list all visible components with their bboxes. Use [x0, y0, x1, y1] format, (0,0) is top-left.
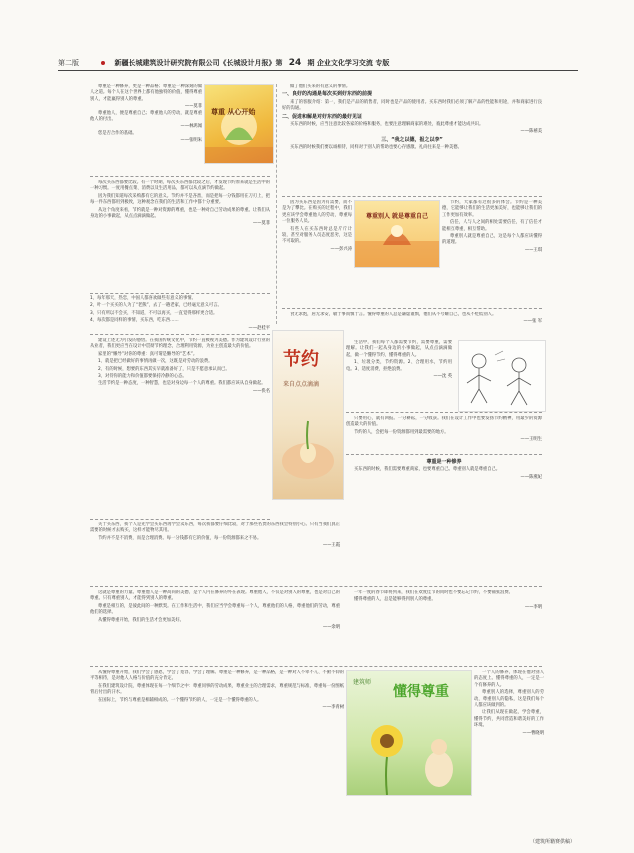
author-signature: ——林鸿闻: [180, 124, 202, 130]
paragraph: 在我们建筑设计院，尊重体现在每一个细节之中：尊重同事的劳动成果，尊重业主的合理需求，尊重规范与标准，尊重每一份图纸背后付出的汗水。: [90, 683, 344, 696]
section-heading: 二、促进和解是对好东西的最好见证: [282, 113, 363, 120]
issue-number: 24: [288, 58, 302, 68]
paragraph: 生活中，我们每个人都需要节约，需要尊重，需要理解。让我们一起从身边的小事做起，从点点滴滴做起，做一个懂得节约、懂得尊重的人。: [346, 340, 452, 358]
paragraph: 2、有的时候，想要的东西其实早就准备好了，只是不愿意承认而已。: [98, 366, 230, 372]
paragraph: 懂得尊重的人，总是能够得到别人的尊重。: [354, 597, 436, 603]
respect-others-poster-image: [354, 200, 440, 268]
paragraph: 只要用心，就有回报。一分耕耘，一分收获。我们在设计工作中也要发扬节约精神，用最少的资源创造最大的价值。: [346, 416, 542, 428]
poster-title: 懂得尊重: [393, 684, 449, 700]
paragraph: 您是否合作的基础。: [98, 130, 137, 136]
divider: [282, 308, 542, 309]
author-signature: ——李明: [524, 604, 542, 610]
author-signature: ——彭兴涛: [330, 246, 352, 252]
numbered-list: [90, 296, 270, 330]
paragraph: 从懂得尊重开始，我们学会了感恩，学会了宽容，学会了理解。尊重是一种修养，是一种品格，是一种对人不卑不亢、不俯不仰的平等相待，是对他人人格与价值的充分肯定。: [90, 670, 344, 682]
paragraph: 1、就是把已经做好的事情再做一次，这既是对劳动的浪费。: [98, 359, 213, 365]
author-signature: ——李青树: [322, 705, 344, 711]
list-item: 4、每次都是同样的事情，买东西，吃东西……: [90, 318, 179, 324]
paragraph: 节约，大家都有过很多的体会。节约是一种美德，它能够让我们的生活更加美好，也能够让我们的工作更加有效率。: [442, 200, 542, 218]
column-divider: [276, 84, 277, 324]
author-signature: ——莫菲: [184, 104, 202, 110]
author-signature: ——赵桂平: [248, 325, 270, 331]
article-learn-respect: [90, 670, 344, 796]
paragraph: 1、垃圾分类，节约资源。2、合理用水，节约用电。3、适度消费，拒绝浪费。: [346, 360, 452, 372]
divider: [282, 196, 542, 197]
divider: [90, 334, 270, 335]
list-item: 2、叶一个买买的人为了“老熊”，去了一趟老家，已经毫无意义可言。: [90, 303, 222, 309]
paragraph: 从这个角度来看，节约就是一种对资源的尊重，也是一种对自己劳动成果的尊重。让我们从身边的小事做起，从点点滴滴做起。: [90, 207, 270, 220]
paragraph: 尊重是一种修养，更是一种品格；尊重是一种深刻的做人之道。每个人在这个世界上都有他独特的价值，懂得尊重别人，才能赢得别人的尊重。: [90, 84, 202, 102]
divider: [346, 412, 542, 413]
article-frugal-virtue: [442, 200, 542, 306]
article-respect-cultivation: [346, 458, 542, 500]
section-heading: 三、“我之以德，报之以李”: [381, 136, 443, 143]
article-shopping-sense: [90, 522, 340, 584]
paragraph: 买东西的时候，应当注意比较各家的价格和服务，也要注意理解商家的难处，彼此尊重才能达成共识。: [290, 122, 484, 128]
author-signature: ——陈燕妃: [520, 474, 542, 480]
article-shopping-communication: [282, 84, 542, 194]
paragraph: 因为买东西是因为有需要，而不是为了攀比。在购买的过程中，我们更应该学会尊重他人的劳动，尊重每一位服务人员。: [282, 200, 352, 225]
divider: [90, 176, 270, 177]
understand-respect-poster-image: [346, 670, 472, 796]
paragraph: 建设上述无为引发的感悟。在我国传统文化中，节约一直被视为美德。作为建筑设计行业的从业者，我们更应当在设计中贯彻节约理念，合理利用资源，为业主创造最大的价值。: [90, 338, 270, 350]
author-signature: ——王霞: [322, 543, 340, 549]
masthead-title: 新疆长城建筑设计研究院有限公司《长城设计月报》第: [114, 59, 283, 67]
author-signature: ——莫菲: [252, 221, 270, 227]
divider: [346, 454, 542, 455]
article-power-of-respect: [90, 590, 340, 664]
paragraph: 节约的人，会把每一份资源都用到最需要的地方。: [354, 429, 449, 435]
article-title: 尊重是一种修养: [426, 459, 462, 465]
article-effort-reward: [346, 416, 542, 452]
logo-icon: [101, 61, 105, 65]
section-heading: 一、良好的沟通是每次买到好东西的前提: [282, 91, 373, 98]
poster-caption: 尊重 从心开始: [211, 108, 256, 116]
paragraph: 一年一度的春节即将到来，我们在欢度佳节的同时也不要忘记节约，不要铺张浪费。: [354, 590, 513, 595]
author-signature: ——张明朱: [180, 138, 202, 144]
frugal-poster-image: [272, 330, 344, 500]
author-signature: ——佚名: [252, 388, 270, 394]
paragraph: 做了他们买来的有意义的事情。: [290, 84, 351, 89]
article-modesty: [282, 312, 542, 338]
page-label: 第二版: [58, 59, 79, 67]
divider: [90, 586, 542, 587]
paragraph: 这就是尊重的力量。尊重他人是一种高尚的美德，是个人内在修养的外在表现。尊重他人，不仅是对别人的尊重，也是对自己的尊重。只有尊重别人，才能得到别人的尊重。: [90, 590, 340, 602]
paragraph: 一个人的修养，体现在他对别人的态度上。懂得尊重的人，一定是一个有修养的人。: [474, 670, 544, 688]
paragraph: 信任，人与人之间的相处需要信任，有了信任才能相互尊重，相互帮助。: [442, 220, 542, 232]
poster-subtitle: 来自点点滴滴: [283, 381, 320, 388]
author-signature: ——陈禧美: [520, 129, 542, 135]
list-item: 3、只有所以不会买，不知道，不可以再买，一直觉得那样更合适。: [90, 310, 218, 316]
paragraph: 买东西的时候，我们需要尊重商家，也要尊重自己。尊重别人就是尊重自己。: [354, 467, 501, 473]
sketch-illustration-image: [458, 340, 546, 412]
paragraph: 家里的“懒导”对你的尊重：真可谓是懒导的“艺术”。: [98, 351, 198, 357]
paragraph: 食无求饱，居无求安，敏于事而慎于言。懂得尊重的人总是谦虚谨慎，他们从不夸耀自己，也从不贬低别人。: [290, 312, 497, 317]
author-signature: ——王明生: [520, 437, 542, 443]
divider: [90, 519, 270, 520]
paragraph: 买东西的时候我们要以诚相待，同样对于别人的帮助也要心存感激。礼尚往来是一种美德。: [290, 145, 462, 151]
paragraph: 3、对待你的能力和价值都要保持冷静的心态。: [98, 374, 187, 380]
author-signature: ——张 军: [523, 319, 542, 325]
divider: [90, 666, 542, 667]
paragraph: 尊重他人，便是尊重自己；尊重他人的劳动，就是尊重他人的付出。: [90, 110, 202, 123]
article-respect-service: [282, 200, 352, 306]
paragraph: 尊重是相互的，是彼此间的一种默契。在工作和生活中，我们应当学会尊重每一个人，尊重他们的人格，尊重他们的劳动，尊重他们的选择。: [90, 603, 340, 616]
article-festival-frugal: [346, 590, 542, 664]
list-item: 1、每年那天，热恋，中国人都喜欢做些有意义的事情。: [90, 296, 196, 301]
article-respect-intro: [90, 84, 202, 174]
author-signature: ——沈 英: [433, 374, 452, 380]
respect-poster-image: [204, 84, 274, 164]
article-frugal-shopping: [90, 180, 270, 262]
author-signature: ——王琪: [524, 247, 542, 253]
paragraph: 关于买东西，我个人是先学会买东西再学会卖东西，每次我都要仔细比较，对于那些名贵的东西我会特别小心。只有当我们真正需要的时候才去购买，这样才能物尽其用。: [90, 522, 340, 534]
paragraph: 因为我们知道每次采购都有它的意义。节约并不是吝啬，而是把每一分钱都用在刀刃上，把每一件东西都用到极致，这种观念在我们的生活和工作中都十分重要。: [90, 193, 270, 206]
paragraph: 生活节约是一种态度，一种智慧，也是对身边每一个人的尊重。我们都应该从自身做起。: [98, 381, 266, 387]
article-frugal-habits: [346, 340, 452, 406]
poster-caption: 尊重别人 就是尊重自己: [365, 213, 429, 220]
paragraph: 来了的客服介绍：第一，我们是产品的销售者，同时也是产品的使用者。买东西时我们必须了解产品的性能和用途，并和商家进行良好的沟通。: [282, 99, 542, 112]
author-signature: ——余明: [322, 625, 340, 631]
article-frugal-art: [90, 338, 270, 518]
author-signature: ——曹晓明: [522, 730, 544, 736]
paragraph: 尊重别人就是尊重自己，这是每个人都应该懂得的道理。: [442, 234, 542, 246]
divider: [90, 293, 270, 294]
paragraph: 在国际上，节约与尊重是相辅相成的。一个懂得节约的人，一定是一个懂得尊重的人。: [98, 697, 262, 703]
paragraph: 尊重别人的选择，尊重别人的劳动，尊重别人的隐私，这是我们每个人都应该做到的。: [474, 690, 544, 709]
paragraph: 从懂得尊重开始，我们的生活才会更加美好。: [98, 617, 184, 623]
page-header: [58, 58, 578, 71]
paragraph: 有些人在买东西时总是斤斤计较，甚至对服务人员态度恶劣，这是不可取的。: [282, 226, 352, 245]
poster-title: 节约: [283, 349, 319, 370]
paragraph: 节约并不是不消费，而是合理消费。每一分钱都有它的价值，每一份资源都来之不易。: [98, 535, 262, 541]
issue-suffix: 期 企业文化学习交流 专版: [307, 59, 390, 67]
paragraph: 每次买东西都要比较。有一个时期，每次买东西都比较之后，才发现节约原来就是生活中的一种习惯。一度用餐点菜、消费以及生活用品，都可以从点滴节约做起。: [90, 180, 270, 192]
article-cultivation: [474, 670, 544, 820]
footer-credit: （建筑所籍赛供稿）: [530, 839, 576, 845]
poster-tag: 建筑师: [353, 679, 372, 686]
paragraph: 让我们从现在做起，学会尊重，懂得节约，共同营造和谐美好的工作环境。: [474, 710, 544, 729]
